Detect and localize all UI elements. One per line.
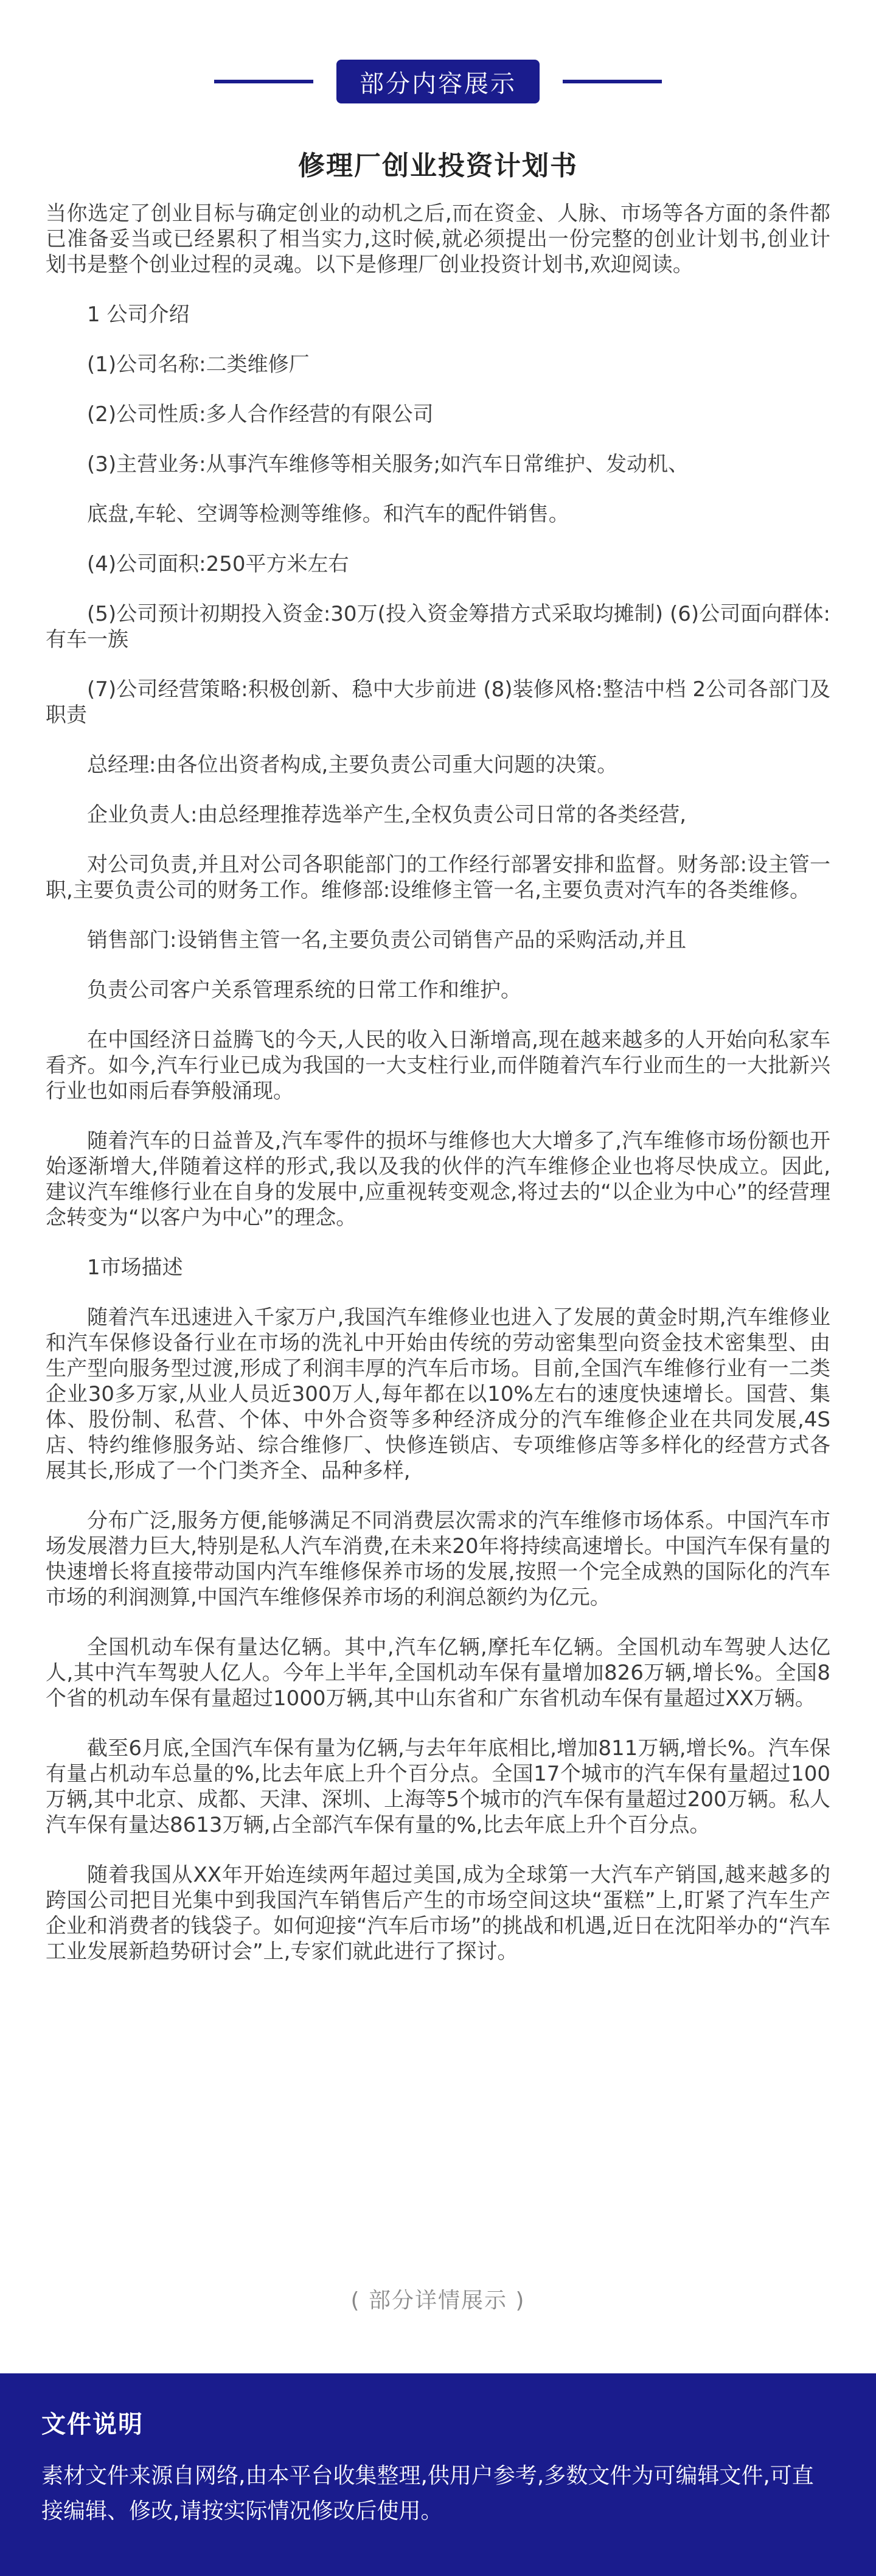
- paragraph: 负责公司客户关系管理系统的日常工作和维护。: [87, 978, 521, 1002]
- details-preview-label: ( 部分详情展示 ): [350, 2288, 526, 2313]
- paragraph: 随着汽车迅速进入千家万户,我国汽车维修业也进入了发展的黄金时期,汽车维修业和汽车保修设备行业在市场的洗礼中开始由传统的劳动密集型向资金技术密集型、由生产型向服务型过渡,形成了利润丰厚的汽车后市场。目前,全国汽车维修行业有一二类企业30多万家,从业人员近300万人,每年都在以10%左右的速度快速增长。国营、集体、股份制、私营、个体、中外合资等多种经济成分的汽车维修企业在共同发展,4S店、特约维修服务站、综合维修厂、快修连锁店、专项维修店等多样化的经营方式各展其长,形成了一个门类齐全、品种多样,: [46, 1305, 830, 1483]
- paragraph: 分布广泛,服务方便,能够满足不同消费层次需求的汽车维修市场体系。中国汽车市场发展潜力巨大,特别是私人汽车消费,在未来20年将持续高速增长。中国汽车保有量的快速增长将直接带动国内汽车维修保养市场的发展,按照一个完全成熟的国际化的汽车市场的利润测算,中国汽车维修保养市场的利润总额约为亿元。: [46, 1509, 830, 1610]
- document-title: 修理厂创业投资计划书: [298, 150, 578, 181]
- paragraph: (4)公司面积:250平方米左右: [87, 552, 349, 576]
- paragraph: 随着我国从XX年开始连续两年超过美国,成为全球第一大汽车产销国,越来越多的跨国公司把目光集中到我国汽车销售后产生的市场空间这块“蛋糕”上,盯紧了汽车生产企业和消费者的钱袋子。如何迎接“汽车后市场”的挑战和机遇,近日在沈阳举办的“汽车工业发展新趋势研讨会”上,专家们就此进行了探讨。: [46, 1863, 830, 1964]
- paragraph: 1 公司介绍: [87, 302, 190, 327]
- footer-title: 文件说明: [41, 2410, 144, 2438]
- paragraph: 底盘,车轮、空调等检测等维修。和汽车的配件销售。: [87, 502, 569, 526]
- paragraph: (5)公司预计初期投入资金:30万(投入资金筹措方式采取均摊制) (6)公司面向群体:有车一族: [46, 602, 830, 652]
- paragraph: (7)公司经营策略:积极创新、稳中大步前进 (8)装修风格:整洁中档 2公司各部门及职责: [46, 677, 830, 727]
- content-preview-badge: 部分内容展示: [336, 60, 540, 103]
- paragraph: 1市场描述: [87, 1255, 183, 1280]
- paragraph: 对公司负责,并且对公司各职能部门的工作经行部署安排和监督。财务部:设主管一职,主要负责公司的财务工作。维修部:设维修主管一名,主要负责对汽车的各类维修。: [46, 853, 830, 902]
- paragraph: 销售部门:设销售主管一名,主要负责公司销售产品的采购活动,并且: [87, 928, 687, 952]
- paragraph: 企业负责人:由总经理推荐选举产生,全权负责公司日常的各类经营,: [87, 803, 687, 827]
- paragraph: 在中国经济日益腾飞的今天,人民的收入日渐增高,现在越来越多的人开始向私家车看齐。如今,汽车行业已成为我国的一大支柱行业,而伴随着汽车行业而生的一大批新兴行业也如雨后春笋般涌现。: [46, 1028, 830, 1103]
- paragraph: 全国机动车保有量达亿辆。其中,汽车亿辆,摩托车亿辆。全国机动车驾驶人达亿人,其中汽车驾驶人亿人。今年上半年,全国机动车保有量增加826万辆,增长%。全国8个省的机动车保有量超过1000万辆,其中山东省和广东省机动车保有量超过XX万辆。: [46, 1635, 830, 1711]
- header-line-left: [214, 80, 313, 83]
- file-notice-footer: [0, 2373, 876, 2576]
- paragraph: 总经理:由各位出资者构成,主要负责公司重大问题的决策。: [87, 753, 618, 777]
- paragraph: (2)公司性质:多人合作经营的有限公司: [87, 402, 434, 427]
- paragraph: (3)主营业务:从事汽车维修等相关服务;如汽车日常维护、发动机、: [87, 452, 689, 476]
- paragraph: 截至6月底,全国汽车保有量为亿辆,与去年年底相比,增加811万辆,增长%。汽车保有量占机动车总量的%,比去年底上升个百分点。全国17个城市的汽车保有量超过100万辆,其中北京、成都、天津、深圳、上海等5个城市的汽车保有量超过200万辆。私人汽车保有量达8613万辆,占全部汽车保有量的%,比去年底上升个百分点。: [46, 1736, 830, 1837]
- paragraph: 随着汽车的日益普及,汽车零件的损坏与维修也大大增多了,汽车维修市场份额也开始逐渐增大,伴随着这样的形式,我以及我的伙伴的汽车维修企业也将尽快成立。因此,建议汽车维修行业在自身的发展中,应重视转变观念,将过去的“以企业为中心”的经营理念转变为“以客户为中心”的理念。: [46, 1129, 830, 1230]
- paragraph: (1)公司名称:二类维修厂: [87, 352, 310, 377]
- footer-text: 素材文件来源自网络,由本平台收集整理,供用户参考,多数文件为可编辑文件,可直接编辑、修改,请按实际情况修改后使用。: [41, 2463, 814, 2524]
- paragraph-intro: 当你选定了创业目标与确定创业的动机之后,而在资金、人脉、市场等各方面的条件都已准备妥当或已经累积了相当实力,这时候,就必须提出一份完整的创业计划书,创业计划书是整个创业过程的灵魂。以下是修理厂创业投资计划书,欢迎阅读。: [46, 201, 830, 277]
- section-header: [0, 60, 876, 103]
- header-line-right: [563, 80, 662, 83]
- document-body: [46, 201, 830, 1989]
